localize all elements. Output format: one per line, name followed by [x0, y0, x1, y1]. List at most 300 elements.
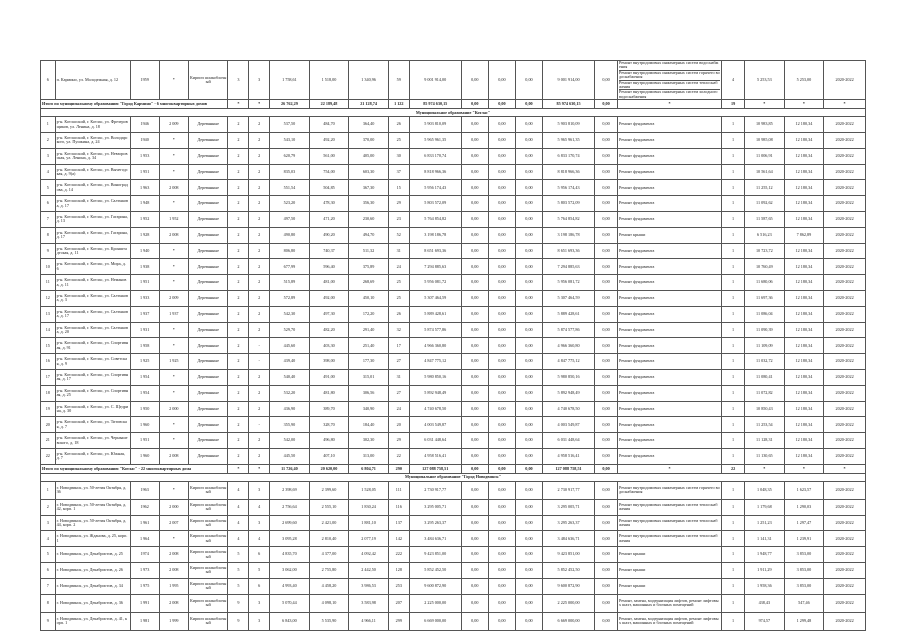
- year-built-cell: 1 928: [130, 227, 159, 243]
- residents-cell: 31: [388, 369, 409, 385]
- period-cell: 2020-2022: [824, 481, 866, 499]
- year-renovation-cell: *: [159, 481, 188, 499]
- works-cell: Ремонт фундамента: [617, 196, 721, 212]
- wall-material-cell: Кирпич шлакоблочный: [188, 515, 228, 531]
- fund-cell: 0,00: [515, 148, 542, 164]
- residents-cell: 52: [388, 227, 409, 243]
- fund-cell: 0,00: [488, 243, 515, 259]
- works-cell: Ремонт фундамента: [617, 148, 721, 164]
- fund-cell: 0,00: [488, 117, 515, 133]
- section-header-row: [41, 109, 866, 117]
- works-count-cell: 1: [722, 338, 745, 354]
- period-cell: 2020-2022: [824, 448, 866, 464]
- address-cell: р-н. Котласский, г. Котлас, ул. Мира, д. 6: [55, 259, 130, 275]
- floors-cell: 5: [228, 578, 249, 594]
- address-cell: р-н. Котласский, г. Котлас, ул. Советская, д. 9: [55, 354, 130, 370]
- wall-material-cell: Деревянные: [188, 369, 228, 385]
- year-renovation-cell: *: [159, 243, 188, 259]
- wall-material-cell: Кирпич шлакоблочный: [188, 547, 228, 563]
- total-owned-area: 21 128,74: [349, 100, 389, 109]
- residents-cell: 25: [388, 133, 409, 149]
- fund-cell: 0,00: [461, 196, 488, 212]
- total-entrances: *: [249, 464, 270, 473]
- unit-cost-cell: 1 179,68: [745, 499, 785, 515]
- fund-cell: 0,00: [595, 338, 618, 354]
- total-residents: 290: [388, 464, 409, 473]
- fund-cell: 0,00: [595, 322, 618, 338]
- table-row: [41, 578, 866, 594]
- wall-material-cell: Деревянные: [188, 338, 228, 354]
- owned-area-cell: 1 830,24: [349, 499, 389, 515]
- cost-owners-cell: 4 966 360,80: [543, 338, 595, 354]
- cost-total-cell: 9 001 914,00: [409, 61, 461, 100]
- living-area-cell: 481,00: [309, 275, 349, 291]
- row-number: 17: [41, 369, 56, 385]
- cost-total-cell: 9 423 851,00: [409, 547, 461, 563]
- owned-area-cell: 405,00: [349, 148, 389, 164]
- works-count-cell: 1: [722, 227, 745, 243]
- residents-cell: 111: [388, 481, 409, 499]
- entrances-cell: 2: [249, 133, 270, 149]
- period-cell: 2020-2022: [824, 291, 866, 307]
- fund-cell: 0,00: [461, 148, 488, 164]
- wall-material-cell: Деревянные: [188, 322, 228, 338]
- fund-cell: 0,00: [595, 417, 618, 433]
- year-renovation-cell: 2 007: [159, 515, 188, 531]
- row-number: 6: [41, 61, 56, 100]
- wall-material-cell: Деревянные: [188, 275, 228, 291]
- fund-cell: 0,00: [595, 259, 618, 275]
- total-cost-owners: 127 088 758,51: [543, 464, 595, 473]
- limit-cost-cell: 12 180,34: [784, 148, 824, 164]
- total-row: [41, 464, 866, 473]
- living-area-cell: 740,37: [309, 243, 349, 259]
- floors-cell: 2: [228, 117, 249, 133]
- works-cell: Ремонт внутридомовых инженерных систем теплоснабжения: [617, 499, 721, 515]
- works-count-cell: 1: [722, 499, 745, 515]
- fund-cell: 0,00: [461, 612, 488, 630]
- works-count-cell: 1: [722, 164, 745, 180]
- cost-owners-cell: 5 903 810,09: [543, 117, 595, 133]
- living-area-cell: 471,20: [309, 212, 349, 228]
- owned-area-cell: 230,60: [349, 212, 389, 228]
- fund-cell: 0,00: [515, 531, 542, 547]
- cost-total-cell: 9 600 872,90: [409, 578, 461, 594]
- works-cell: Ремонт фундамента: [617, 338, 721, 354]
- fund-cell: 0,00: [461, 61, 488, 100]
- living-area-cell: 1 518,00: [309, 61, 349, 100]
- total-works: *: [617, 464, 721, 473]
- table-row: [41, 117, 866, 133]
- works-count-cell: 1: [722, 515, 745, 531]
- fund-cell: 0,00: [488, 61, 515, 100]
- cost-total-cell: 4 847 775,12: [409, 354, 461, 370]
- total-unit-cost: *: [745, 464, 785, 473]
- fund-cell: 0,00: [488, 448, 515, 464]
- living-area-cell: 492,00: [309, 291, 349, 307]
- year-built-cell: 1 954: [130, 385, 159, 401]
- wall-material-cell: Кирпич шлакоблочный: [188, 594, 228, 612]
- owned-area-cell: 184,40: [349, 417, 389, 433]
- table-row: [41, 401, 866, 417]
- work-item: Ремонт внутридомовых инженерных систем горячего водоснабжения: [618, 69, 720, 80]
- unit-cost-cell: 11 090,39: [745, 322, 785, 338]
- row-number: 9: [41, 243, 56, 259]
- total-area-cell: 2 756,64: [270, 499, 310, 515]
- living-area-cell: 484,70: [309, 117, 349, 133]
- total-area-cell: 355,90: [270, 417, 310, 433]
- year-renovation-cell: *: [159, 196, 188, 212]
- row-number: 12: [41, 291, 56, 307]
- wall-material-cell: Кирпич шлакоблочный: [188, 61, 228, 100]
- wall-material-cell: Деревянные: [188, 401, 228, 417]
- fund-cell: 0,00: [515, 259, 542, 275]
- floors-cell: 2: [228, 180, 249, 196]
- unit-cost-cell: 11 086,04: [745, 306, 785, 322]
- residents-cell: 27: [388, 385, 409, 401]
- cost-total-cell: 6 031 448,64: [409, 433, 461, 449]
- living-area-cell: 2 755,80: [309, 562, 349, 578]
- table-row: [41, 322, 866, 338]
- row-number: 6: [41, 562, 56, 578]
- cost-owners-cell: 4 740 678,50: [543, 401, 595, 417]
- cost-owners-cell: 4 003 549,87: [543, 417, 595, 433]
- owned-area-cell: 364,40: [349, 117, 389, 133]
- table-row: [41, 385, 866, 401]
- living-area-cell: 4 458,20: [309, 578, 349, 594]
- unit-cost-cell: 10 723,72: [745, 243, 785, 259]
- fund-cell: 0,00: [515, 369, 542, 385]
- entrances-cell: 2: [249, 243, 270, 259]
- table-row: [41, 369, 866, 385]
- residents-cell: 17: [388, 338, 409, 354]
- living-area-cell: 754,00: [309, 164, 349, 180]
- table-row: [41, 433, 866, 449]
- fund-cell: 0,00: [488, 275, 515, 291]
- row-number: 3: [41, 515, 56, 531]
- year-renovation-cell: 2 008: [159, 180, 188, 196]
- period-cell: 2020-2022: [824, 306, 866, 322]
- living-area-cell: 403,30: [309, 338, 349, 354]
- row-number: 5: [41, 180, 56, 196]
- floors-cell: 2: [228, 291, 249, 307]
- year-built-cell: 1 953: [130, 148, 159, 164]
- period-cell: 2020-2022: [824, 275, 866, 291]
- works-count-cell: 1: [722, 401, 745, 417]
- wall-material-cell: Деревянные: [188, 117, 228, 133]
- total-area-cell: 3 095,28: [270, 531, 310, 547]
- period-cell: 2020-2022: [824, 227, 866, 243]
- wall-material-cell: Деревянные: [188, 433, 228, 449]
- unit-cost-cell: 1 948,77: [745, 547, 785, 563]
- unit-cost-cell: 10 850,43: [745, 401, 785, 417]
- address-cell: р-н. Котласский, г. Котлас, ул. Вычегодская, д. 9(а): [55, 164, 130, 180]
- cost-total-cell: 7 294 885,63: [409, 259, 461, 275]
- year-renovation-cell: 1 995: [159, 578, 188, 594]
- unit-cost-cell: 11 080,41: [745, 369, 785, 385]
- works-count-cell: 1: [722, 594, 745, 612]
- fund-cell: 0,00: [515, 562, 542, 578]
- works-cell: Ремонт фундамента: [617, 354, 721, 370]
- owned-area-cell: 302,30: [349, 433, 389, 449]
- fund-cell: 0,00: [488, 338, 515, 354]
- cost-owners-cell: 4 847 775,12: [543, 354, 595, 370]
- unit-cost-cell: 1 048,35: [745, 481, 785, 499]
- wall-material-cell: Деревянные: [188, 196, 228, 212]
- fund-cell: 0,00: [488, 227, 515, 243]
- fund-cell: 0,00: [488, 148, 515, 164]
- year-built-cell: 1 951: [130, 275, 159, 291]
- living-area-cell: 496,80: [309, 433, 349, 449]
- total-owned-area: 6 804,71: [349, 464, 389, 473]
- owned-area-cell: 315,01: [349, 369, 389, 385]
- residents-cell: 59: [388, 61, 409, 100]
- cost-total-cell: 4 003 549,87: [409, 417, 461, 433]
- fund-cell: 0,00: [461, 164, 488, 180]
- year-built-cell: 1 960: [130, 417, 159, 433]
- year-renovation-cell: *: [159, 148, 188, 164]
- wall-material-cell: Деревянные: [188, 180, 228, 196]
- cost-owners-cell: 5 892 948,49: [543, 385, 595, 401]
- row-number: 7: [41, 578, 56, 594]
- total-label: Итого по муниципальному образованию "Город Кармино" - 6 многоквартирных домов: [41, 100, 228, 109]
- fund-cell: 0,00: [595, 369, 618, 385]
- floors-cell: 2: [228, 322, 249, 338]
- works-cell: Ремонт, замена, модернизация лифтов, ремонт лифтовых шахт, машинных и блочных помещений: [617, 594, 721, 612]
- year-renovation-cell: *: [159, 133, 188, 149]
- living-area-cell: 328,70: [309, 417, 349, 433]
- works-count-cell: 1: [722, 275, 745, 291]
- cost-owners-cell: 5 852 452,50: [543, 562, 595, 578]
- period-cell: 2020-2022: [824, 562, 866, 578]
- floors-cell: 2: [228, 227, 249, 243]
- address-cell: р-н. Котласский, г. Котлас, ул. Спортивная, д. 17: [55, 369, 130, 385]
- works-cell: Ремонт фундамента: [617, 369, 721, 385]
- address-cell: р-н. Котласский, г. Котлас, ул. Гагарина, д. 17: [55, 227, 130, 243]
- fund-cell: 0,00: [595, 499, 618, 515]
- limit-cost-cell: 12 180,34: [784, 180, 824, 196]
- year-built-cell: 1959: [130, 61, 159, 100]
- floors-cell: 2: [228, 338, 249, 354]
- total-entrances: *: [249, 100, 270, 109]
- period-cell: 2020-2022: [824, 61, 866, 100]
- living-area-cell: 2 555,10: [309, 499, 349, 515]
- address-cell: р-н. Котласский, г. Котлас, ул. Салтыкова, д. 17: [55, 306, 130, 322]
- total-area-cell: 490,80: [270, 227, 310, 243]
- table-row: [41, 306, 866, 322]
- fund-cell: 0,00: [515, 243, 542, 259]
- address-cell: р-н. Котласский, г. Котлас, ул. Салтыкова, д. 20: [55, 322, 130, 338]
- fund-cell: 0,00: [461, 547, 488, 563]
- entrances-cell: 2: [249, 275, 270, 291]
- residents-cell: 26: [388, 117, 409, 133]
- cost-owners-cell: 9 423 851,00: [543, 547, 595, 563]
- year-renovation-cell: *: [159, 61, 188, 100]
- entrances-cell: -: [249, 338, 270, 354]
- total-area-cell: 445,60: [270, 338, 310, 354]
- cost-total-cell: 3 484 636,71: [409, 531, 461, 547]
- residents-cell: 29: [388, 196, 409, 212]
- address-cell: р-н. Котласский, г. Котлас, ул. Гагарина, д. 13: [55, 212, 130, 228]
- address-cell: г. Новодвинск, ул. Декабристов, д. 34: [55, 578, 130, 594]
- owned-area-cell: 340,90: [349, 401, 389, 417]
- cost-owners-cell: 2 225 000,00: [543, 594, 595, 612]
- works-cell: Ремонт фундамента: [617, 385, 721, 401]
- cost-owners-cell: 3 295 263,37: [543, 515, 595, 531]
- limit-cost-cell: 12 180,34: [784, 306, 824, 322]
- table-row: [41, 196, 866, 212]
- row-number: 4: [41, 531, 56, 547]
- address-cell: р-н. Котласский, г. Котлас, ул. Салтыкова, д. 3: [55, 291, 130, 307]
- cost-total-cell: 3 295 005,71: [409, 499, 461, 515]
- cost-total-cell: 5 307 464,59: [409, 291, 461, 307]
- limit-cost-cell: 12 180,34: [784, 259, 824, 275]
- residents-cell: 137: [388, 515, 409, 531]
- cost-total-cell: 5 956 174,43: [409, 180, 461, 196]
- total-area-cell: 542,30: [270, 306, 310, 322]
- fund-cell: 0,00: [461, 227, 488, 243]
- cost-owners-cell: 5 889 428,61: [543, 306, 595, 322]
- fund-cell: 0,00: [461, 243, 488, 259]
- year-built-cell: 1 925: [130, 354, 159, 370]
- table-row: [41, 164, 866, 180]
- fund-cell: 0,00: [595, 401, 618, 417]
- cost-owners-cell: 3 198 186,78: [543, 227, 595, 243]
- fund-cell: 0,00: [461, 401, 488, 417]
- unit-cost-cell: 11 697,36: [745, 291, 785, 307]
- cost-total-cell: 8 651 693,36: [409, 243, 461, 259]
- owned-area-cell: 603,30: [349, 164, 389, 180]
- fund-cell: 0,00: [515, 612, 542, 630]
- entrances-cell: 2: [249, 433, 270, 449]
- address-cell: г. Новодвинск, ул. Декабристов, д. 36: [55, 594, 130, 612]
- total-fund: 0,00: [595, 464, 618, 473]
- entrances-cell: 2: [249, 180, 270, 196]
- year-built-cell: 1 963: [130, 180, 159, 196]
- limit-cost-cell: 12 180,34: [784, 212, 824, 228]
- row-number: 21: [41, 433, 56, 449]
- row-number: 14: [41, 322, 56, 338]
- fund-cell: 0,00: [515, 448, 542, 464]
- fund-cell: 0,00: [488, 612, 515, 630]
- total-fund: 0,00: [488, 464, 515, 473]
- fund-cell: 0,00: [595, 354, 618, 370]
- residents-cell: 15: [388, 180, 409, 196]
- fund-cell: 0,00: [488, 481, 515, 499]
- row-number: 1: [41, 117, 56, 133]
- living-area-cell: 2 421,00: [309, 515, 349, 531]
- entrances-cell: 2: [249, 259, 270, 275]
- unit-cost-cell: 438,43: [745, 594, 785, 612]
- address-cell: р-н. Котласский, г. Котлас, ул. Невзоровская, ул. Ленина, д. 34: [55, 148, 130, 164]
- address-cell: р-н. Котласский, г. Котлас, ул. Салтыкова, д. 17: [55, 196, 130, 212]
- limit-cost-cell: 3 853,00: [784, 578, 824, 594]
- fund-cell: 0,00: [488, 322, 515, 338]
- wall-material-cell: Деревянные: [188, 148, 228, 164]
- table-row: [41, 612, 866, 630]
- entrances-cell: 2: [249, 117, 270, 133]
- total-cost: 127 088 758,51: [409, 464, 461, 473]
- year-built-cell: 1 954: [130, 369, 159, 385]
- unit-cost-cell: 6 516,23: [745, 227, 785, 243]
- year-renovation-cell: *: [159, 322, 188, 338]
- limit-cost-cell: 1 239,91: [784, 531, 824, 547]
- floors-cell: 3: [228, 61, 249, 100]
- table-row: [41, 148, 866, 164]
- limit-cost-cell: 12 180,34: [784, 401, 824, 417]
- fund-cell: 0,00: [488, 164, 515, 180]
- owned-area-cell: 251,40: [349, 338, 389, 354]
- year-renovation-cell: *: [159, 275, 188, 291]
- row-number: 4: [41, 164, 56, 180]
- fund-cell: 0,00: [595, 515, 618, 531]
- total-limit: *: [784, 464, 824, 473]
- cost-total-cell: 3 198 186,78: [409, 227, 461, 243]
- works-cell: Ремонт внутридомовых инженерных систем теплоснабжения: [617, 531, 721, 547]
- entrances-cell: 2: [249, 322, 270, 338]
- works-count-cell: 1: [722, 369, 745, 385]
- year-built-cell: 1962: [130, 499, 159, 515]
- wall-material-cell: Деревянные: [188, 385, 228, 401]
- total-cost-owners: 85 974 630,15: [543, 100, 595, 109]
- unit-cost-cell: 11 072,82: [745, 385, 785, 401]
- fund-cell: 0,00: [488, 594, 515, 612]
- works-count-cell: 1: [722, 547, 745, 563]
- residents-cell: 22: [388, 448, 409, 464]
- total-count: 19: [722, 100, 745, 109]
- cost-owners-cell: 3 484 636,71: [543, 531, 595, 547]
- address-cell: р-н. Котласский, г. Котлас, ул. Володарского, ул. Пушкина, д. 24: [55, 133, 130, 149]
- floors-cell: 2: [228, 354, 249, 370]
- fund-cell: 0,00: [595, 61, 618, 100]
- cost-owners-cell: 5 956 174,43: [543, 180, 595, 196]
- residents-cell: 30: [388, 148, 409, 164]
- row-number: 3: [41, 148, 56, 164]
- unit-cost-cell: 11 255,12: [745, 180, 785, 196]
- cost-total-cell: 5 903 810,09: [409, 117, 461, 133]
- living-area-cell: 482,20: [309, 322, 349, 338]
- owned-area-cell: 511,32: [349, 243, 389, 259]
- year-renovation-cell: *: [159, 338, 188, 354]
- total-floors: *: [228, 464, 249, 473]
- residents-cell: 37: [388, 164, 409, 180]
- owned-area-cell: 494,70: [349, 227, 389, 243]
- unit-cost-cell: 1 251,23: [745, 515, 785, 531]
- year-built-cell: 1 973: [130, 562, 159, 578]
- works-cell: Ремонт внутридомовых инженерных систем теплоснабжения: [617, 515, 721, 531]
- limit-cost-cell: 1 290,03: [784, 499, 824, 515]
- entrances-cell: 6: [249, 578, 270, 594]
- fund-cell: 0,00: [595, 481, 618, 499]
- total-row: [41, 100, 866, 109]
- unit-cost-cell: 11 587,65: [745, 212, 785, 228]
- cost-total-cell: 5 892 948,49: [409, 385, 461, 401]
- total-area-cell: 3 062,00: [270, 562, 310, 578]
- limit-cost-cell: 3 853,00: [784, 547, 824, 563]
- table-row: [41, 547, 866, 563]
- row-number: 9: [41, 612, 56, 630]
- works-cell: Ремонт фундамента: [617, 133, 721, 149]
- floors-cell: 2: [228, 275, 249, 291]
- floors-cell: 2: [228, 196, 249, 212]
- works-count-cell: 1: [722, 259, 745, 275]
- cost-owners-cell: 5 764 854,82: [543, 212, 595, 228]
- total-area-cell: 540,40: [270, 369, 310, 385]
- owned-area-cell: 1 340,96: [349, 61, 389, 100]
- limit-cost-cell: 12 180,34: [784, 369, 824, 385]
- wall-material-cell: Деревянные: [188, 417, 228, 433]
- limit-cost-cell: 12 180,34: [784, 385, 824, 401]
